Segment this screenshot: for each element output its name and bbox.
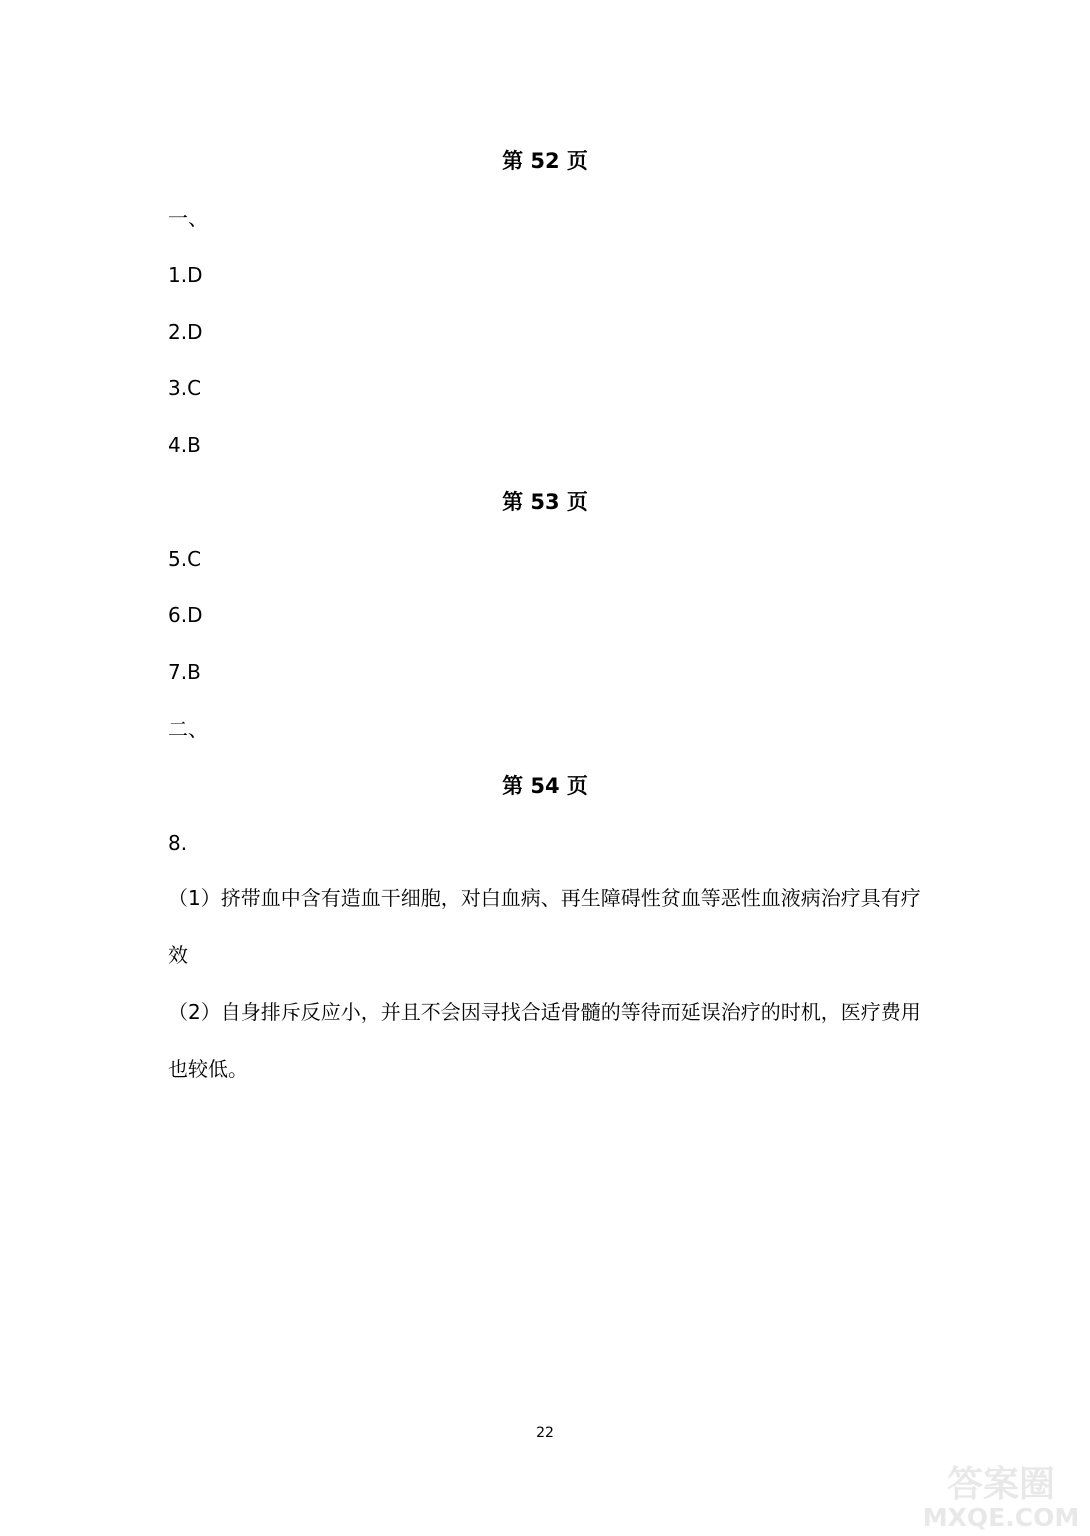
- watermark-text-top: 答案圈: [946, 1464, 1056, 1505]
- answer-3: 3.C: [168, 376, 202, 400]
- page-heading-54: 第 54 页: [502, 774, 588, 798]
- part-one-label: 一、: [168, 206, 208, 230]
- page-heading-53: 第 53 页: [502, 490, 588, 514]
- answer-1: 1.D: [168, 263, 203, 287]
- answer-6: 6.D: [168, 603, 203, 627]
- question-8-answer-2: （2）自身排斥反应小，并且不会因寻找合适骨髓的等待而延误治疗的时机，医疗费用也较低。: [168, 1000, 921, 1081]
- page-number: 22: [536, 1425, 554, 1441]
- watermark-text-bottom: MXQE.COM: [922, 1503, 1080, 1532]
- answer-7: 7.B: [168, 660, 201, 684]
- answer-4: 4.B: [168, 433, 201, 457]
- page-heading-52: 第 52 页: [502, 149, 588, 173]
- watermark-logo: [918, 1458, 1084, 1532]
- answer-2: 2.D: [168, 320, 203, 344]
- question-8-answer-1: （1）挤带血中含有造血干细胞，对白血病、再生障碍性贫血等恶性血液病治疗具有疗效: [168, 886, 921, 967]
- answer-5: 5.C: [168, 547, 202, 571]
- question-8-number: 8.: [168, 831, 188, 855]
- part-two-label: 二、: [168, 717, 208, 741]
